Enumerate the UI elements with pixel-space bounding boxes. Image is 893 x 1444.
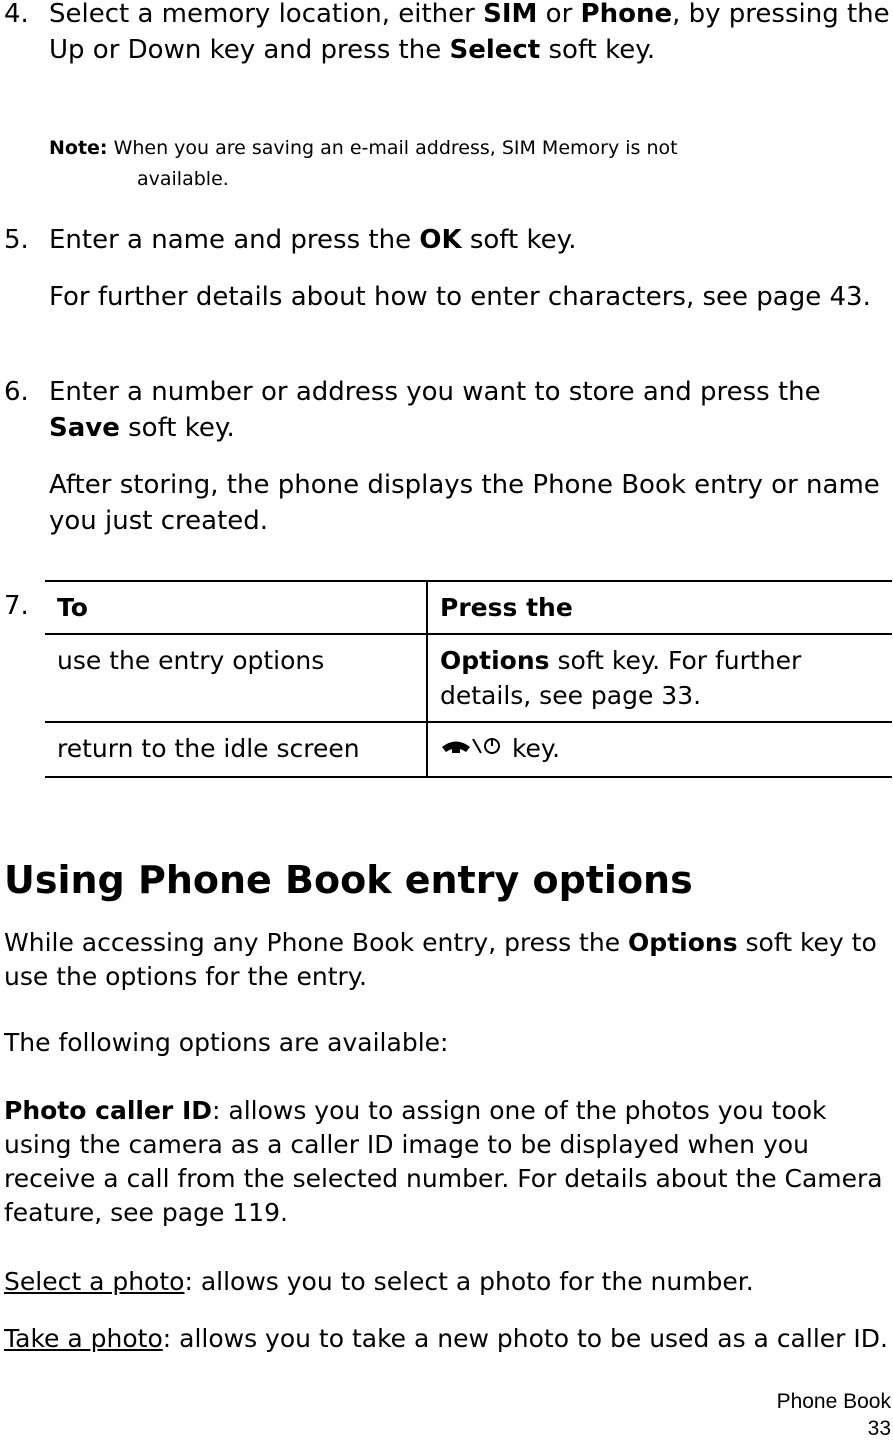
step-number: 4. [4, 0, 29, 29]
note [49, 133, 893, 195]
step-6-text: Enter a number or address you want to store and press the Save soft key. [49, 377, 821, 443]
table-header-to: To [45, 581, 427, 634]
table-row [45, 634, 892, 722]
table-header-press: Press the [440, 593, 573, 622]
section-title: Using Phone Book entry options [4, 858, 693, 902]
photo-caller-id-paragraph: Photo caller ID: allows you to assign one of the photos you took using the camera as a caller ID image to be displayed when you receive a call from the selected number. For details about the Camera feature, see page 119. [4, 1096, 883, 1227]
page-footer [777, 1388, 891, 1442]
note-text: When you are saving an e-mail address, SIM Memory is not [107, 137, 678, 159]
step-number: 7. [4, 591, 29, 621]
step-4-text: Select a memory location, either SIM or Phone, by pressing the Up or Down key and press the Select soft key. [49, 0, 890, 65]
step-5-detail: For further details about how to enter characters, see page 43. [49, 282, 871, 312]
step-number: 6. [4, 377, 29, 407]
end-power-key-icon [440, 733, 504, 768]
table-row [45, 722, 892, 777]
step-number: 5. [4, 225, 29, 255]
note-text-cont: available. [137, 168, 229, 190]
step-6 [0, 374, 893, 539]
select-photo-paragraph: Select a photo: allows you to select a photo for the number. [4, 1267, 754, 1296]
table-cell-press: key. [427, 722, 892, 777]
table-cell-to: return to the idle screen [45, 722, 427, 777]
options-intro: The following options are available: [4, 1028, 449, 1057]
note-label: Note: [49, 137, 108, 159]
intro-paragraph: While accessing any Phone Book entry, press the Options soft key to use the options for the entry. [4, 928, 877, 991]
step-4 [0, 0, 893, 68]
take-photo-paragraph: Take a photo: allows you to take a new photo to be used as a caller ID. [4, 1324, 888, 1353]
footer-section: Phone Book [776, 1390, 891, 1413]
table-cell-press: Options soft key. For further details, see page 33. [440, 646, 802, 710]
page-number: 33 [867, 1417, 891, 1440]
step-5-text: Enter a name and press the OK soft key. [49, 225, 577, 255]
step-5 [0, 222, 893, 315]
step-6-detail: After storing, the phone displays the Phone Book entry or name you just created. [49, 470, 880, 536]
table-cell-to: use the entry options [45, 634, 427, 722]
options-table [45, 580, 892, 778]
table-header-row [45, 581, 892, 634]
